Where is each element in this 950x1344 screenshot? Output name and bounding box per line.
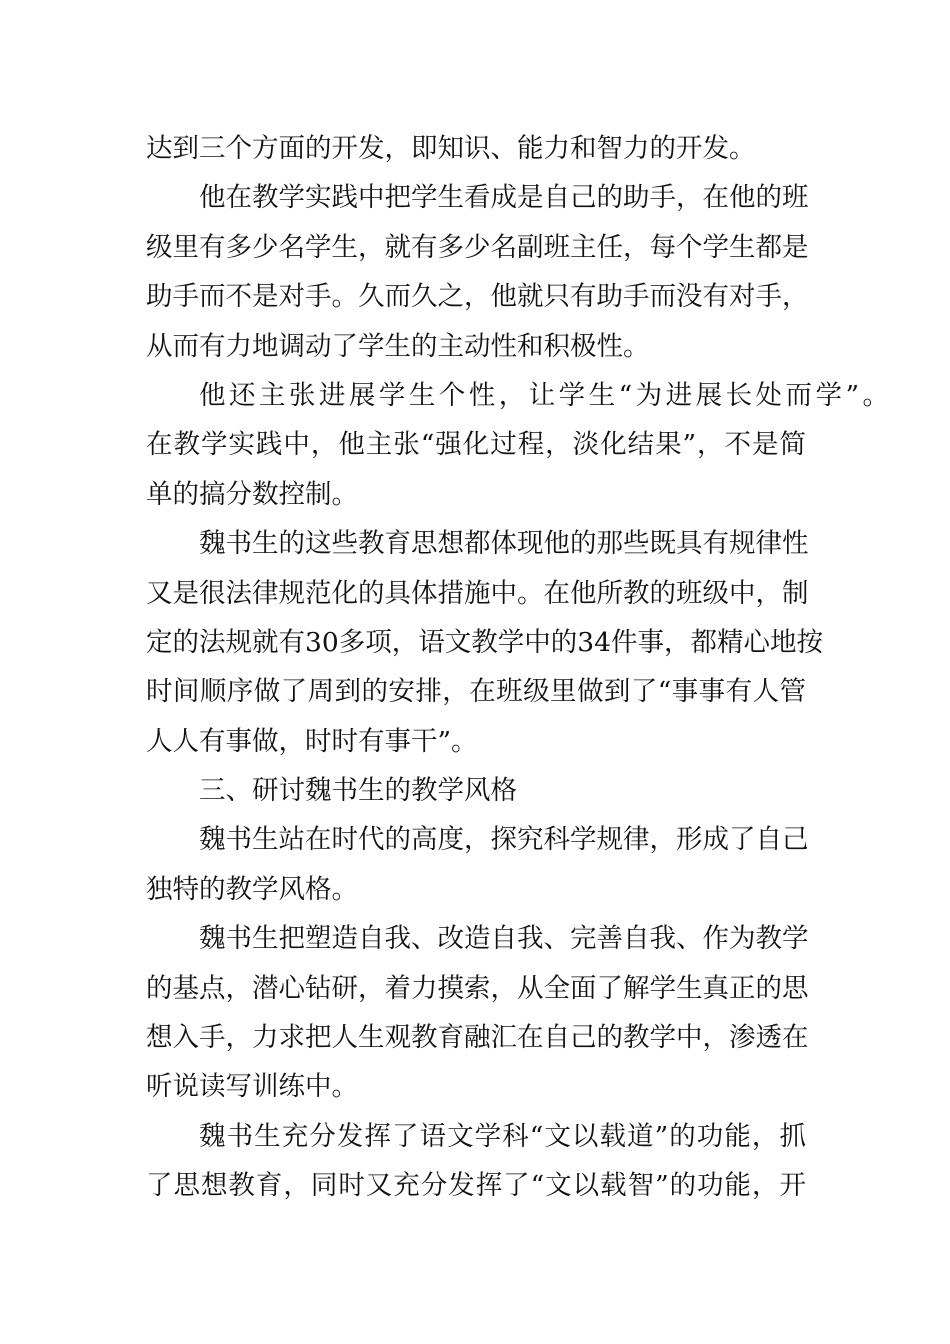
section-heading: 三、研讨魏书生的教学风格 bbox=[199, 775, 517, 807]
text-line-20: 听说读写训练中。 bbox=[146, 1071, 358, 1103]
text-line-8: 单的搞分数控制。 bbox=[146, 478, 358, 510]
text-line-18: 的基点，潜心钻研，着力摸索，从全面了解学生真正的思 bbox=[146, 972, 809, 1004]
text-line-22: 了思想教育，同时又充分发挥了“文以载智”的功能，开 bbox=[146, 1170, 806, 1202]
text-line-10: 又是很法律规范化的具体措施中。在他所教的班级中，制 bbox=[146, 577, 809, 609]
text-line-16: 独特的教学风格。 bbox=[146, 873, 358, 905]
text-line-9: 魏书生的这些教育思想都体现他的那些既具有规律性 bbox=[199, 528, 809, 560]
text-line-1: 达到三个方面的开发，即知识、能力和智力的开发。 bbox=[146, 133, 756, 164]
text-line-21: 魏书生充分发挥了语文学科“文以载道”的功能，抓 bbox=[199, 1120, 806, 1152]
text-line-19: 想入手，力求把人生观教育融汇在自己的教学中，渗透在 bbox=[146, 1022, 809, 1054]
text-line-7: 在教学实践中，他主张“强化过程，淡化结果”，不是简 bbox=[146, 429, 806, 461]
text-line-17: 魏书生把塑造自我、改造自我、完善自我、作为教学 bbox=[199, 923, 809, 955]
text-line-2: 他在教学实践中把学生看成是自己的助手，在他的班 bbox=[199, 182, 809, 214]
text-line-5: 从而有力地调动了学生的主动性和积极性。 bbox=[146, 330, 650, 362]
text-line-15: 魏书生站在时代的高度，探究科学规律，形成了自己 bbox=[199, 824, 809, 856]
text-line-4: 助手而不是对手。久而久之，他就只有助手而没有对手， bbox=[146, 281, 809, 313]
body-text bbox=[146, 124, 889, 1211]
text-line-6: 他还主张进展学生个性，让学生“为进展长处而学”。 bbox=[199, 379, 889, 411]
text-line-13: 人人有事做，时时有事干”。 bbox=[146, 725, 478, 757]
text-line-3: 级里有多少名学生，就有多少名副班主任，每个学生都是 bbox=[146, 231, 809, 263]
text-line-11: 定的法规就有30多项，语文教学中的34件事，都精心地按 bbox=[146, 626, 823, 658]
text-line-12: 时间顺序做了周到的安排，在班级里做到了“事事有人管 bbox=[146, 676, 806, 708]
